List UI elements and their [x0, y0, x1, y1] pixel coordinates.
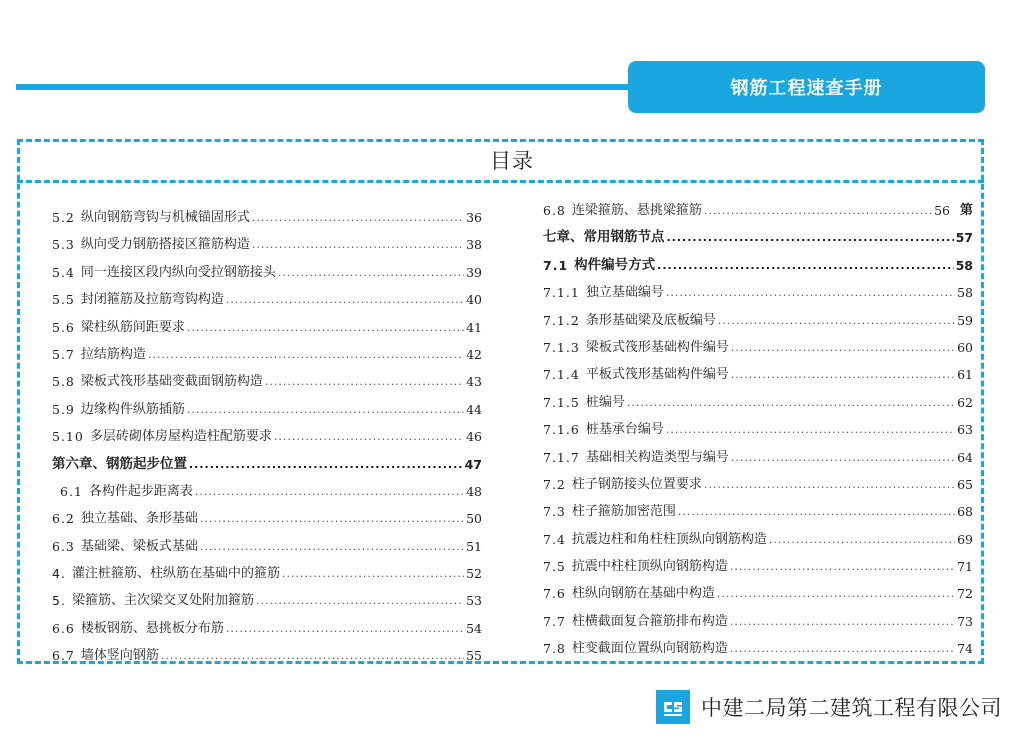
toc-entry[interactable]	[52, 451, 482, 478]
toc-entry-page: 53	[466, 593, 482, 609]
toc-entry-page: 47	[464, 456, 482, 472]
toc-entry-number: 5.7	[52, 346, 75, 362]
toc-entry-page: 56	[934, 203, 950, 218]
toc-entry-title: 桩编号	[585, 394, 625, 410]
toc-dot-leader	[678, 498, 955, 525]
toc-right-column	[543, 197, 973, 663]
toc-dot-leader	[627, 389, 955, 416]
toc-entry-number: 5.2	[52, 210, 75, 225]
cscec-logo-icon	[656, 690, 690, 724]
toc-dot-leader	[730, 635, 955, 662]
toc-entry-number: 7.7	[543, 613, 566, 629]
toc-entry-page: 59	[957, 312, 973, 328]
toc-entry-page: 68	[957, 504, 973, 520]
toc-entry[interactable]	[543, 307, 973, 334]
toc-entry-number: 5.4	[52, 264, 75, 280]
toc-entry-number: 5.5	[52, 292, 75, 308]
toc-dot-leader	[252, 231, 464, 258]
toc-dot-leader	[731, 361, 955, 388]
toc-entry[interactable]	[52, 478, 482, 505]
toc-entry[interactable]	[52, 259, 482, 286]
toc-dot-leader	[666, 416, 955, 443]
toc-entry-page: 63	[957, 422, 973, 438]
toc-entry[interactable]	[52, 560, 482, 587]
toc-entry-number: 6.1	[60, 483, 83, 499]
toc-entry-page: 50	[466, 511, 482, 527]
toc-entry-page: 58	[957, 285, 973, 301]
toc-dot-leader	[189, 451, 463, 478]
toc-entry-number: 7.3	[543, 504, 566, 520]
toc-entry[interactable]	[543, 444, 973, 471]
toc-frame-divider	[17, 180, 984, 183]
toc-dot-leader	[200, 533, 464, 560]
toc-dot-leader	[731, 444, 955, 471]
toc-entry-page: 40	[466, 292, 482, 308]
toc-entry[interactable]	[543, 635, 973, 662]
toc-entry[interactable]	[52, 368, 482, 395]
toc-entry[interactable]	[52, 341, 482, 368]
toc-entry-title: 梁板式筏形基础变截面钢筋构造	[80, 374, 263, 390]
toc-entry-title: 拉结筋构造	[80, 346, 146, 362]
toc-entry-page: 36	[466, 210, 482, 225]
toc-dot-leader	[195, 478, 464, 505]
toc-dot-leader	[226, 286, 464, 313]
toc-entry[interactable]	[52, 615, 482, 642]
toc-entry-page: 57	[955, 230, 973, 246]
toc-entry-title: 灌注桩箍筋、柱纵筋在基础中的箍筋	[71, 566, 280, 582]
toc-entry-number: 7.1.7	[543, 449, 580, 465]
toc-entry-title: 梁板式筏形基础构件编号	[585, 339, 729, 355]
toc-entry-number: 5.9	[52, 401, 75, 417]
toc-entry-page: 72	[957, 586, 973, 602]
toc-entry-number: 7.1.1	[543, 285, 580, 301]
toc-dot-leader	[717, 580, 955, 607]
toc-entry-number: 7.1	[543, 257, 569, 273]
toc-entry[interactable]	[543, 471, 973, 498]
toc-entry-title: 抗震边柱和角柱柱顶纵向钢筋构造	[571, 531, 767, 547]
toc-dot-leader	[278, 259, 464, 286]
toc-entry-page: 41	[466, 319, 482, 335]
toc-entry-page: 43	[466, 374, 482, 390]
toc-entry-number: 7.1.5	[543, 394, 580, 410]
toc-entry-title: 各构件起步距离表	[88, 483, 193, 499]
toc-entry[interactable]	[52, 533, 482, 560]
toc-entry-title: 墙体竖向钢筋	[80, 648, 159, 664]
toc-entry-number: 7.4	[543, 531, 566, 547]
toc-entry-number: 6.6	[52, 620, 75, 636]
toc-entry-title: 七章、常用钢筋节点	[543, 229, 665, 246]
toc-entry[interactable]	[52, 314, 482, 341]
toc-dot-leader	[187, 396, 464, 423]
toc-dot-leader	[718, 307, 955, 334]
toc-entry[interactable]	[52, 642, 482, 669]
toc-entry-page: 39	[466, 264, 482, 280]
toc-entry-page: 48	[466, 483, 482, 499]
toc-entry-title: 平板式筏形基础构件编号	[585, 367, 729, 383]
toc-entry-title: 柱纵向钢筋在基础中构造	[571, 586, 715, 602]
handbook-title: 钢筋工程速查手册	[628, 61, 985, 113]
toc-dot-leader	[200, 505, 464, 532]
toc-entry-page: 38	[466, 237, 482, 253]
toc-entry-title: 多层砖砌体房屋构造柱配筋要求	[89, 429, 272, 445]
toc-title: 目录	[490, 149, 534, 173]
company-name: 中建二局第二建筑工程有限公司	[701, 696, 1002, 720]
toc-entry-title: 同一连接区段内纵向受拉钢筋接头	[80, 264, 276, 280]
toc-entry-title: 柱变截面位置纵向钢筋构造	[571, 641, 728, 657]
toc-entry-number: 6.3	[52, 538, 75, 554]
toc-entry[interactable]	[52, 286, 482, 313]
toc-entry-title: 柱横截面复合箍筋排布构造	[571, 613, 728, 629]
toc-dot-leader	[704, 471, 955, 498]
header-rule	[16, 84, 656, 90]
toc-entry-title: 桩基承台编号	[585, 422, 664, 438]
toc-entry-number: 7.8	[543, 641, 566, 657]
toc-entry[interactable]	[52, 423, 482, 450]
toc-entry-page: 65	[957, 476, 973, 492]
toc-entry-title: 边缘构件纵筋插筋	[80, 401, 185, 417]
toc-entry-number: 5.6	[52, 319, 75, 335]
toc-entry-page: 61	[957, 367, 973, 383]
toc-entry-title: 构件编号方式	[574, 256, 656, 273]
toc-entry-number: 6.8	[543, 203, 566, 218]
toc-entry[interactable]	[52, 231, 482, 258]
toc-dot-leader	[252, 204, 464, 231]
toc-entry-page: 62	[957, 394, 973, 410]
toc-entry-number: 7.1.3	[543, 339, 580, 355]
toc-entry[interactable]	[543, 389, 973, 416]
toc-entry-number: 7.1.6	[543, 422, 580, 438]
toc-entry[interactable]	[543, 279, 973, 306]
toc-entry-page: 44	[466, 401, 482, 417]
toc-entry-number: 7.5	[543, 559, 566, 575]
toc-dot-leader	[666, 279, 955, 306]
toc-entry-page: 71	[957, 559, 973, 575]
toc-entry[interactable]	[543, 197, 973, 224]
toc-entry-number: 4.	[52, 566, 66, 582]
toc-dot-leader	[730, 608, 955, 635]
toc-entry[interactable]	[543, 553, 973, 580]
toc-entry-title: 基础梁、梁板式基础	[80, 538, 198, 554]
toc-entry-title: 梁柱纵筋间距要求	[80, 319, 185, 335]
toc-entry-number: 7.1.2	[543, 312, 580, 328]
toc-entry-page: 60	[957, 339, 973, 355]
toc-entry-page: 55	[466, 648, 482, 664]
toc-entry-title: 条形基础梁及底板编号	[585, 312, 716, 328]
toc-entry[interactable]	[543, 498, 973, 525]
toc-entry-title: 基础相关构造类型与编号	[585, 449, 729, 465]
toc-entry-number: 5.	[52, 593, 66, 609]
toc-entry[interactable]	[52, 505, 482, 532]
toc-entry-title: 第六章、钢筋起步位置	[52, 455, 187, 472]
toc-entry[interactable]	[52, 204, 482, 231]
toc-entry-number: 7.2	[543, 476, 566, 492]
toc-entry-page: 54	[466, 620, 482, 636]
toc-dot-leader	[187, 314, 464, 341]
toc-entry-page: 64	[957, 449, 973, 465]
toc-entry-title: 梁箍筋、主次梁交叉处附加箍筋	[71, 593, 254, 609]
toc-entry-title: 柱子箍筋加密范围	[571, 504, 676, 520]
toc-dot-leader	[265, 368, 464, 395]
toc-entry-number: 6.2	[52, 511, 75, 527]
toc-entry[interactable]	[543, 526, 973, 553]
toc-dot-leader	[730, 553, 955, 580]
toc-entry[interactable]	[543, 361, 973, 388]
toc-entry-number: 6.7	[52, 648, 75, 664]
toc-entry[interactable]	[52, 587, 482, 614]
toc-dot-leader	[226, 615, 464, 642]
toc-dot-leader	[657, 252, 953, 279]
toc-dot-leader	[161, 642, 464, 669]
toc-entry[interactable]	[543, 224, 973, 251]
toc-entry-title: 封闭箍筋及拉筋弯钩构造	[80, 292, 224, 308]
toc-entry-title: 独立基础、条形基础	[80, 511, 198, 527]
toc-entry-title: 纵向钢筋弯钩与机械锚固形式	[80, 210, 250, 225]
toc-dot-leader	[769, 526, 955, 553]
toc-entry-page: 42	[466, 346, 482, 362]
toc-dot-leader	[704, 197, 932, 224]
toc-entry-title: 连梁箍筋、悬挑梁箍筋	[571, 203, 702, 218]
toc-entry[interactable]	[543, 608, 973, 635]
toc-entry-number: 5.8	[52, 374, 75, 390]
toc-dot-leader	[256, 587, 464, 614]
toc-entry-page: 51	[466, 538, 482, 554]
toc-entry-page: 52	[466, 566, 482, 582]
toc-entry-number: 5.3	[52, 237, 75, 253]
toc-entry-page: 74	[957, 641, 973, 657]
toc-entry-title: 纵向受力钢筋搭接区箍筋构造	[80, 237, 250, 253]
toc-entry[interactable]	[52, 396, 482, 423]
toc-entry-title: 柱子钢筋接头位置要求	[571, 476, 702, 492]
toc-entry-page: 58	[955, 257, 973, 273]
toc-entry-page: 46	[466, 429, 482, 445]
toc-entry-page: 69	[957, 531, 973, 547]
toc-dot-leader	[667, 224, 954, 251]
toc-entry-number: 5.10	[52, 429, 84, 445]
toc-dot-leader	[282, 560, 464, 587]
toc-entry[interactable]	[543, 580, 973, 607]
toc-dot-leader	[274, 423, 464, 450]
toc-entry[interactable]	[543, 252, 973, 279]
toc-entry[interactable]	[543, 334, 973, 361]
toc-entry[interactable]	[543, 416, 973, 443]
toc-entry-number: 7.1.4	[543, 367, 580, 383]
toc-entry-title: 独立基础编号	[585, 285, 664, 301]
toc-entry-title: 抗震中柱柱顶纵向钢筋构造	[571, 559, 728, 575]
toc-dot-leader	[731, 334, 955, 361]
toc-dot-leader	[148, 341, 464, 368]
toc-entry-page: 73	[957, 613, 973, 629]
toc-entry-number: 7.6	[543, 586, 566, 602]
toc-left-column	[52, 204, 482, 670]
toc-entry-title: 楼板钢筋、悬挑板分布筋	[80, 620, 224, 636]
toc-entry-trailing-text: 第	[959, 203, 973, 218]
